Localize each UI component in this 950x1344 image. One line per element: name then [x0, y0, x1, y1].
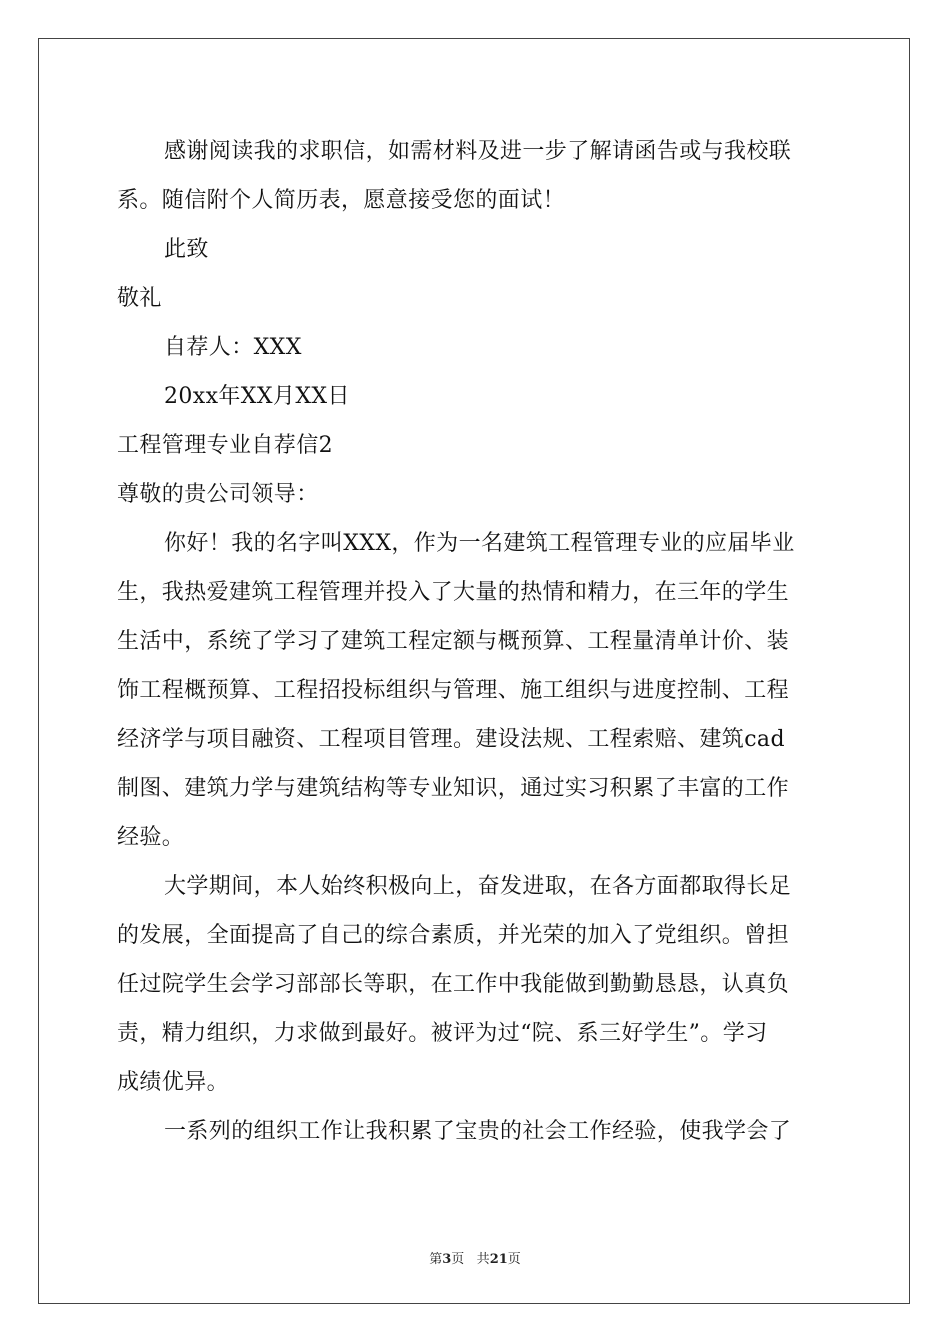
text-line: 责，精力组织，力求做到最好。被评为过“院、系三好学生”。学习	[117, 1021, 768, 1046]
footer-prefix: 第	[429, 1252, 443, 1267]
salutation: 敬礼	[117, 286, 162, 311]
text-line: 生，我热爱建筑工程管理并投入了大量的热情和精力，在三年的学生	[117, 580, 790, 605]
text-line: 一系列的组织工作让我积累了宝贵的社会工作经验，使我学会了	[164, 1119, 792, 1144]
text-line: 你好！我的名字叫XXX，作为一名建筑工程管理专业的应届毕业	[164, 531, 795, 556]
page-number-footer	[0, 1248, 950, 1267]
text-line: 制图、建筑力学与建筑结构等专业知识，通过实习积累了丰富的工作	[117, 776, 790, 801]
text-line: 的发展，全面提高了自己的综合素质，并光荣的加入了党组织。曾担	[117, 923, 790, 948]
text-line: 任过院学生会学习部部长等职，在工作中我能做到勤勤恳恳，认真负	[117, 972, 790, 997]
text-line: 大学期间，本人始终积极向上，奋发进取，在各方面都取得长足	[164, 874, 792, 899]
text-line: 饰工程概预算、工程招投标组织与管理、施工组织与进度控制、工程	[117, 678, 790, 703]
date: 20xx年XX月XX日	[164, 384, 350, 409]
signature: 自荐人：XXX	[164, 335, 302, 360]
text-line: 生活中，系统了学习了建筑工程定额与概预算、工程量清单计价、装	[117, 629, 790, 654]
current-page-number: 3	[442, 1252, 452, 1267]
total-page-count: 21	[489, 1252, 508, 1267]
footer-total-suffix: 页	[507, 1252, 521, 1267]
section-title: 工程管理专业自荐信2	[117, 433, 333, 458]
footer-total-prefix: 共	[476, 1252, 490, 1267]
text-line: 成绩优异。	[117, 1070, 230, 1095]
text-line: 经济学与项目融资、工程项目管理。建设法规、工程索赔、建筑cad	[117, 727, 785, 752]
text-line: 感谢阅读我的求职信，如需材料及进一步了解请函告或与我校联	[164, 139, 792, 164]
footer-page-suffix: 页	[451, 1252, 465, 1267]
text-line: 系。随信附个人简历表，愿意接受您的面试！	[117, 188, 566, 213]
closing-phrase: 此致	[164, 237, 209, 262]
greeting: 尊敬的贵公司领导：	[117, 482, 319, 507]
text-line: 经验。	[117, 825, 185, 850]
document-body	[117, 127, 835, 1156]
